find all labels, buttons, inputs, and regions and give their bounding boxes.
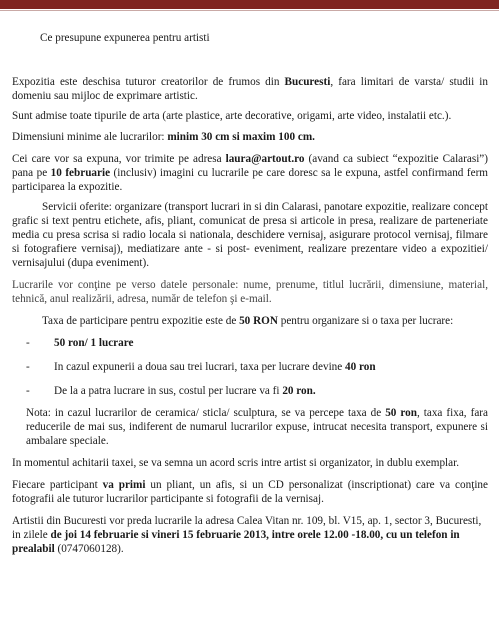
top-border-line (0, 10, 499, 11)
paragraph-submission: Cei care vor sa expuna, vor trimite pe adresa laura@artout.ro (avand ca subiect “expozitie Calarasi”) pana pe 10 februarie (inclusiv) imagini cu lucrarile pe care doresc sa le expuna, astfel confirmand ferm participarea la expozitie. (12, 153, 489, 193)
fee-list (12, 336, 488, 398)
fee-list-item: - De la a patra lucrare in sus, costul per lucrare va fi 20 ron. (26, 384, 488, 398)
paragraph-art-types: Sunt admise toate tipurile de arta (arte plastice, arte decorative, origami, arte video, instalatii etc.). (12, 110, 452, 122)
paragraph-eligibility: Expozitia este deschisa tuturor creatorilor de frumos din Bucuresti, fara limitari de varsta/ studii in domeniu sau mijloc de exprimare artistic. (12, 76, 489, 102)
document-body (12, 26, 488, 556)
paragraph-delivery: Artistii din Bucuresti vor preda lucrarile la adresa Calea Vitan nr. 109, bl. V15, ap. 1, sector 3, Bucuresti, in zilele de joi 14 februarie si vineri 15 februarie 2013, intre orele 12.00 -18.00, cu un telefon in prealabil (0747060128). (12, 515, 482, 555)
paragraph-dimensions: Dimensiuni minime ale lucrarilor: minim 30 cm si maxim 100 cm. (12, 131, 315, 143)
fee-list-item: - In cazul expunerii a doua sau trei lucrari, taxa per lucrare devine 40 ron (26, 360, 488, 374)
fee-list-item: - 50 ron/ 1 lucrare (26, 336, 488, 350)
section-title: Ce presupune expunerea pentru artisti (40, 32, 210, 44)
paragraph-labeling: Lucrarile vor conţine pe verso datele personale: nume, prenume, titlul lucrării, dimensiune, material, tehnică, anul realizării, adresa, număr de telefon şi e-mail. (12, 279, 488, 305)
paragraph-package: Fiecare participant va primi un pliant, un afis, si un CD personalizat (inscriptionat) care va conţine fotografii ale tuturor lucrarilor participante si fotografii de la vernisaj. (12, 479, 488, 505)
paragraph-note: Nota: in cazul lucrarilor de ceramica/ sticla/ sculptura, se va percepe taxa de 50 ron, taxa fixa, fara reducerile de mai sus, indiferent de numarul lucrarilor expuse, intrucat necesita transport, expunere si ambalare speciale. (26, 407, 488, 447)
top-border-bar (0, 0, 499, 9)
paragraph-agreement: In momentul achitarii taxei, se va semna un acord scris intre artist si organizator, in dublu exemplar. (12, 457, 460, 469)
paragraph-fee: Taxa de participare pentru expozitie este de 50 RON pentru organizare si o taxa per lucrare: (42, 315, 454, 327)
email-address: laura@artout.ro (225, 153, 305, 165)
paragraph-services: Servicii oferite: organizare (transport lucrari in si din Calarasi, panotare expozitie, realizare concept grafic si text pentru etichete, afis, pliant, comunicat de presa si articole in presa, realizare de parteneriate media cu presa scrisa si radio locala si nationala, deschidere vernisaj, asigurare protocol vernisaj, filmare si fotografiere vernisaj), mediatizare ante - si post- eveniment, realizare prezentare video a expozitiei/ vernisajului (dupa eveniment). (12, 201, 488, 269)
